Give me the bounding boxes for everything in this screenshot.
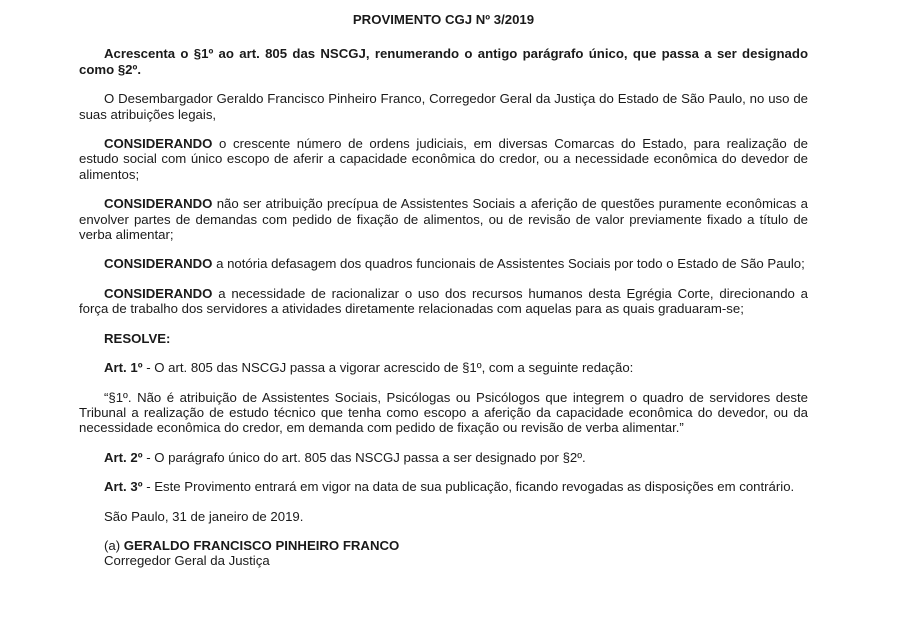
considerando-paragraph [79,136,808,182]
article-label: Art. 1º [104,360,143,376]
considerando-paragraph [79,286,808,317]
article-text: - Este Provimento entrará em vigor na data de sua publicação, ficando revogadas as disposições em contrário. [142,479,795,495]
article-quote: “§1º. Não é atribuição de Assistentes Sociais, Psicólogas ou Psicólogos que integrem o quadro de servidores deste Tribunal a realização de estudo técnico que tenha como escopo a aferição da capacidade econômica do devedor, ou da necessidade econômica do credor, em demanda com pedido de fixação ou revisão de verba alimentar.” [79,389,808,436]
document-title: PROVIMENTO CGJ Nº 3/2019 [352,12,535,27]
considerando-paragraph [79,256,808,271]
considerando-text: não ser atribuição precípua de Assistentes Sociais a aferição de questões puramente econômicas a envolver partes de demandas com pedido de fixação de alimentos, ou de revisão de valor previamente fixado a título de verba alimentar; [79,196,808,243]
article-text: - O parágrafo único do art. 805 das NSCGJ passa a ser designado por §2º. [142,449,586,465]
article-text: - O art. 805 das NSCGJ passa a vigorar acrescido de §1º, com a seguinte redação: [142,360,634,376]
date-line: São Paulo, 31 de janeiro de 2019. [104,508,304,524]
article-paragraph [79,479,808,494]
considerando-text: o crescente número de ordens judiciais, em diversas Comarcas do Estado, para realização de estudo social com único escopo de aferir a capacidade econômica do credor, ou a necessidade econômica do devedor de alimentos; [79,136,808,182]
considerando-paragraph [79,196,808,242]
ementa: Acrescenta o §1º ao art. 805 das NSCGJ, renumerando o antigo parágrafo único, que passa a ser designado como §2º. [79,46,808,77]
signature-role: Corregedor Geral da Justiça [104,553,270,569]
considerando-label: CONSIDERANDO [104,196,213,212]
considerando-text: a necessidade de racionalizar o uso dos recursos humanos desta Egrégia Corte, direcionando a força de trabalho dos servidores a atividades diretamente relacionadas com aquelas para as quais graduaram-se; [79,285,808,317]
considerando-label: CONSIDERANDO [104,285,213,301]
article-label: Art. 2º [104,449,143,465]
resolve-heading: RESOLVE: [104,330,171,346]
considerando-label: CONSIDERANDO [104,136,213,152]
considerando-text: a notória defasagem dos quadros funcionais de Assistentes Sociais por todo o Estado de São Paulo; [212,256,805,272]
preamble: O Desembargador Geraldo Francisco Pinheiro Franco, Corregedor Geral da Justiça do Estado de São Paulo, no uso de suas atribuições legais, [79,91,808,122]
signature-name: GERALDO FRANCISCO PINHEIRO FRANCO [123,537,400,553]
article-paragraph [79,360,808,375]
signature-name-line [79,538,808,553]
considerando-label: CONSIDERANDO [104,256,213,272]
signature-prefix: (a) [104,537,124,553]
article-label: Art. 3º [104,479,143,495]
article-paragraph [79,450,808,465]
